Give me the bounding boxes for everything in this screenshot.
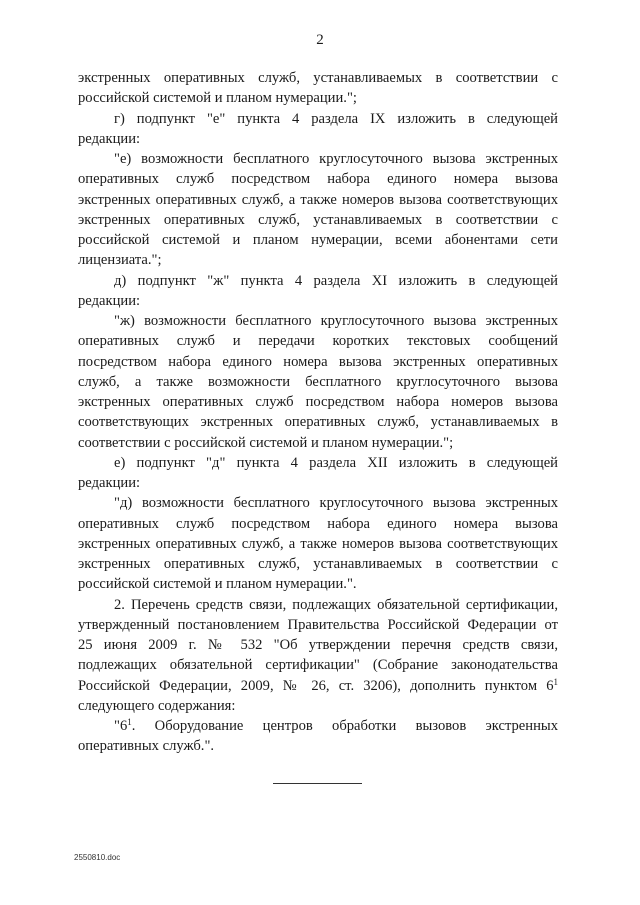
- superscript: 1: [553, 676, 558, 687]
- text-line: [78, 716, 558, 736]
- text-line: "ж) возможности бесплатного круглосуточного вызова экстренных: [114, 313, 558, 329]
- text-line: лицензиата.";: [78, 252, 162, 269]
- document-body: [78, 68, 558, 757]
- text-line: служб, а также возможности бесплатного круглосуточного вызова: [78, 373, 558, 390]
- text-line: соответствующих экстренных оперативных служб, устанавливаемых в: [78, 414, 558, 431]
- superscript: 1: [127, 717, 132, 727]
- text-line: оперативных служб посредством набора единого номера вызова: [78, 171, 558, 188]
- line-text: . Оборудование центров обработки вызовов экстренных: [131, 718, 558, 734]
- text-line: экстренных оперативных служб, а также номеров вызова соответствующих: [78, 535, 558, 552]
- line-text: "6: [114, 718, 128, 734]
- page-number: 2: [316, 32, 324, 48]
- text-line: е) подпункт "д" пункта 4 раздела XII изложить в следующей: [114, 454, 558, 471]
- text-line: 2. Перечень средств связи, подлежащих обязательной сертификации,: [114, 596, 558, 613]
- text-line: российской системой и планом нумерации.".: [78, 576, 357, 593]
- line-text: Российской Федерации, 2009, № 26, ст. 3206), дополнить пунктом 6: [78, 677, 554, 694]
- text-line: экстренных оперативных служб, устанавливаемых в соответствии с: [78, 556, 558, 572]
- text-line: редакции:: [78, 130, 141, 147]
- text-line: д) подпункт "ж" пункта 4 раздела XI изложить в следующей: [114, 272, 558, 289]
- text-line: экстренных оперативных служб посредством набора номеров вызова: [78, 394, 558, 410]
- text-line: г) подпункт "е" пункта 4 раздела IX изложить в следующей: [114, 110, 558, 127]
- text-line: экстренных оперативных служб, а также номеров вызова соответствующих: [78, 191, 558, 208]
- text-line: "д) возможности бесплатного круглосуточного вызова экстренных: [114, 495, 558, 512]
- text-line: [78, 676, 558, 696]
- text-line: оперативных служб и передачи коротких текстовых сообщений: [78, 333, 558, 350]
- closing-rule: [273, 783, 362, 784]
- text-line: оперативных служб.".: [78, 738, 215, 755]
- text-line: соответствии с российской системой и планом нумерации.";: [78, 434, 454, 451]
- text-line: экстренных оперативных служб, устанавливаемых в соответствии с: [78, 70, 558, 86]
- text-line: экстренных оперативных служб, устанавливаемых в соответствии с: [78, 211, 558, 228]
- text-line: посредством набора единого номера вызова экстренных оперативных: [78, 353, 558, 370]
- text-line: редакции:: [78, 292, 141, 309]
- text-line: российской системой и планом нумерации.";: [78, 90, 357, 107]
- text-line: оперативных служб посредством набора единого номера вызова: [78, 515, 558, 532]
- text-line: утвержденный постановлением Правительства Российской Федерации от: [78, 616, 558, 633]
- text-line: подлежащих обязательной сертификации" (Собрание законодательства: [78, 657, 558, 674]
- file-reference: 2550810.doc: [74, 853, 121, 862]
- text-line: следующего содержания:: [78, 697, 236, 714]
- text-line: российской системой и планом нумерации, всеми абонентами сети: [78, 232, 558, 248]
- text-line: редакции:: [78, 475, 141, 491]
- text-line: 25 июня 2009 г. № 532 "Об утверждении перечня средств связи,: [78, 637, 558, 653]
- text-line: "е) возможности бесплатного круглосуточного вызова экстренных: [114, 151, 558, 167]
